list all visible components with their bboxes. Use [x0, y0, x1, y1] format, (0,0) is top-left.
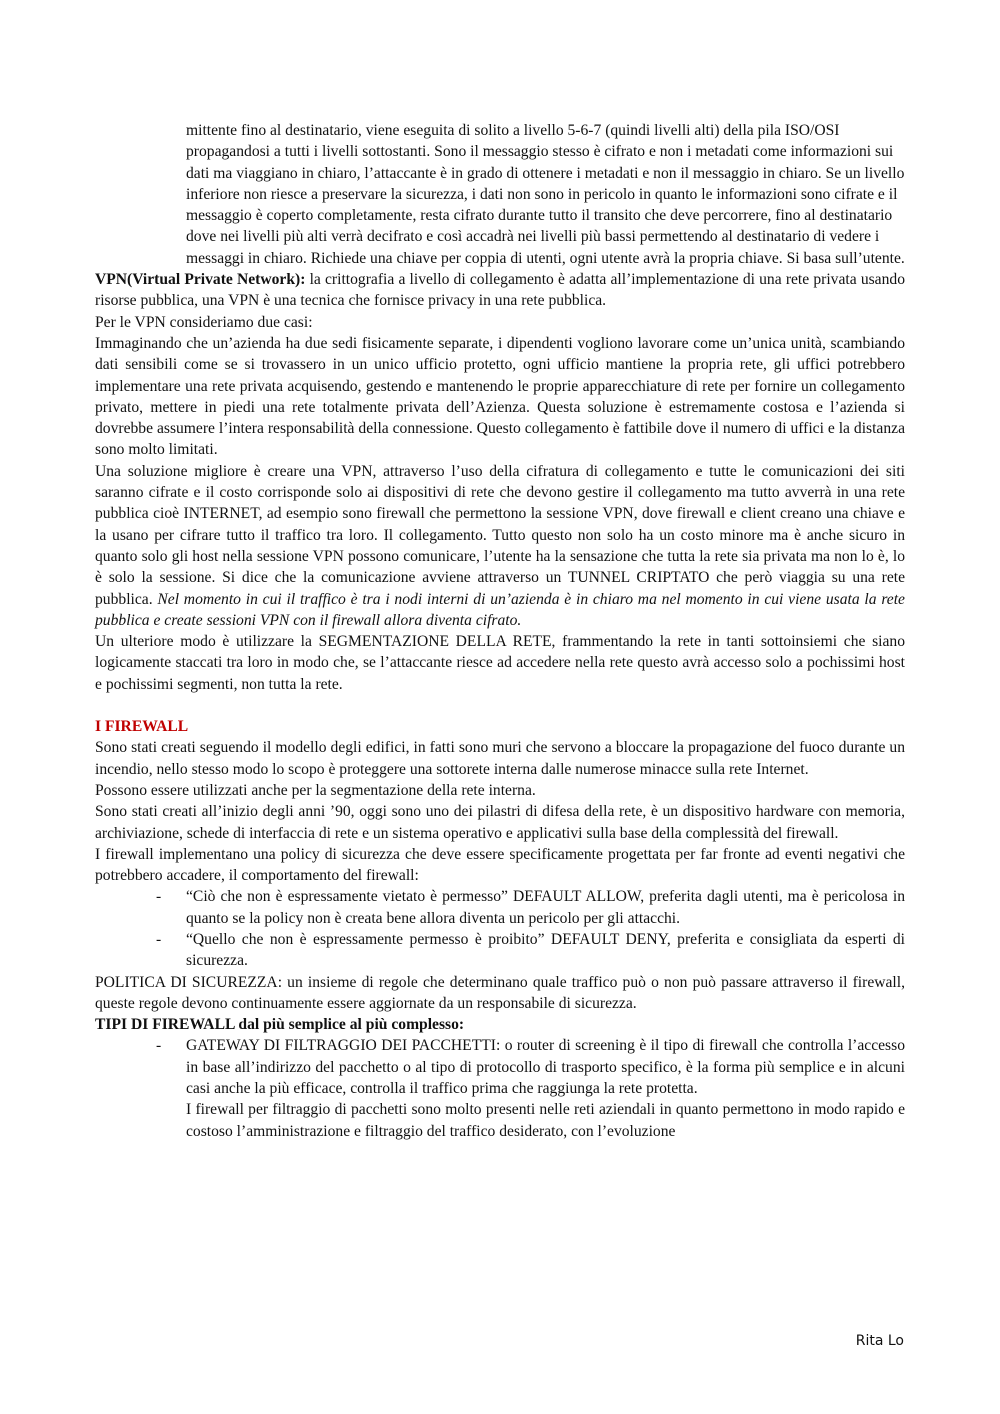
vpn-case-2-text: Una soluzione migliore è creare una VPN, attraverso l’uso della cifratura di collegamento e tutte le comunicazioni dei siti saranno cifrate e il costo corrisponde solo ai dispositivi di rete che devono gestire il collegamento ma tutto avverrà in una rete pubblica cioè INTERNET, ad esempio sono firewall che permettono la sessione VPN, dove firewall e client creano una chiave e la usano per cifrare tutto il traffico tra loro. Il collegamento. Tutto questo non solo ha un costo minore ma è anche sicuro in quanto solo gli host nella sessione VPN possono comunicare, l’utente ha la sensazione che tutta la rete sia privata ma non lo è, lo è solo la sessione. Si dice che la comunicazione avviene attraverso un TUNNEL CRIPTATO che però viaggia su una rete pubblica. — [95, 462, 905, 608]
list-item — [95, 886, 905, 929]
vpn-term: VPN(Virtual Private Network): — [95, 271, 306, 289]
firewall-heading: I FIREWALL — [95, 718, 189, 736]
firewall-types-list — [95, 1035, 905, 1141]
list-item — [95, 1035, 905, 1141]
vpn-definition-text: la crittografia a livello di collegamento è adatta all’implementazione di una rete privata usando risorse pubblica, una VPN è una tecnica che fornisce privacy in una rete pubblica. — [95, 271, 905, 310]
list-item — [95, 929, 905, 972]
firewall-paragraph-1: Sono stati creati seguendo il modello degli edifici, in fatti sono muri che servono a bloccare la propagazione del fuoco durante un incendio, nello stesso modo lo scopo è proteggere una sottorete interna dalle numerose minacce sulla rete Internet. — [95, 739, 905, 778]
list-item-text: “Quello che non è espressamente permesso è proibito” DEFAULT DENY, preferita e consigliata da esperti di sicurezza. — [186, 930, 905, 970]
vpn-case-2 — [95, 461, 905, 631]
firewall-types-heading — [95, 1014, 905, 1035]
firewall-paragraph-4: I firewall implementano una policy di sicurezza che deve essere specificamente progettata per far fronte ad eventi negativi che potrebbero accadere, il comportamento del firewall: — [95, 845, 905, 885]
dash-bullet: - — [156, 930, 162, 948]
intro-continuation: mittente fino al destinatario, viene eseguita di solito a livello 5-6-7 (quindi livelli alti) della pila ISO/OSI propagandosi a tutti i livelli sottostanti. Sono il messaggio stesso è cifrato e non i metadati come informazioni sui dati ma viaggiano in chiaro, l’attaccante è in grado di ottenere i metadati e non il messaggio in chiaro. Se un livello inferiore non riesce a preservare la sicurezza, i dati non sono in pericolo in quanto le informazioni sono cifrate e il messaggio è coperto completamente, resta cifrato durante tutto il transito che deve percorrere, fino al destinatario dove nei livelli più alti verrà decifrato e così accadrà nei livelli più bassi permettendo al destinatario di vedere i messaggi in chiaro. Richiede una chiave per coppia di utenti, ogni utente avrà la propria chiave. Si basa sull’utente. — [186, 122, 905, 267]
vpn-case-1: Immaginando che un’azienda ha due sedi fisicamente separate, i dipendenti vogliono lavorare come un’unica unità, scambiando dati sensibili come se si trovassero in un unico ufficio protetto, ogni ufficio mantiene la propria rete, gli uffici potrebbero implementare una rete privata acquisendo, gestendo e mantenendo le proprie apparecchiature di rete per fornire un collegamento privato, mettere in piedi una rete totalmente privata dell’Azienza. Questa soluzione è estremamente costosa e l’azienda si dovrebbe assumere l’intera responsabilità della connessione. Questo collegamento è fattibile dove il numero di uffici e la distanza sono molto limitati. — [95, 334, 905, 459]
firewall-paragraph-3: Sono stati creati all’inizio degli anni ’90, oggi sono uno dei pilastri di difesa della rete, è un dispositivo hardware con memoria, archiviazione, schede di interfaccia di rete e un sistema operativo e applicativi sulla base della complessità del firewall. — [95, 803, 905, 842]
vpn-case-2-italic: Nel momento in cui il traffico è tra i nodi interni di un’azienda è in chiaro ma nel momento in cui viene usata la rete pubblica e create sessioni VPN con il firewall allora diventa cifrato. — [95, 590, 905, 629]
dash-bullet: - — [156, 1037, 162, 1055]
vpn-definition — [95, 269, 905, 312]
security-policy: POLITICA DI SICUREZZA: un insieme di regole che determinano quale traffico può o non può passare attraverso il firewall, queste regole devono continuamente essere aggiornate da un responsabile di sicurezza. — [95, 973, 905, 1012]
document-body — [95, 120, 905, 1142]
spacer — [95, 695, 905, 716]
firewall-types-heading-text: TIPI DI FIREWALL dal più semplice al più complesso: — [95, 1016, 465, 1034]
firewall-behavior-list — [95, 886, 905, 971]
network-segmentation: Un ulteriore modo è utilizzare la SEGMENTAZIONE DELLA RETE, frammentando la rete in tanti sottoinsiemi che siano logicamente staccati tra loro in modo che, se l’attaccante riesce ad accedere nella rete questo avrà accesso solo a pochissimi host e pochissimi segmenti, non tutta la rete. — [95, 633, 905, 693]
firewall-paragraph-2: Possono essere utilizzati anche per la segmentazione della rete interna. — [95, 781, 536, 799]
list-item-text: “Ciò che non è espressamente vietato è permesso” DEFAULT ALLOW, preferita dagli utenti, ma è pericolosa in quanto se la policy non è creata bene allora diventa un pericolo per gli attacchi. — [186, 888, 905, 927]
packet-filter-gateway-detail: I firewall per filtraggio di pacchetti sono molto presenti nelle reti aziendali in quanto permettono in modo rapido e costoso l’amministrazione e filtraggio del traffico desiderato, con l’evoluzione — [186, 1101, 905, 1140]
packet-filter-gateway: GATEWAY DI FILTRAGGIO DEI PACCHETTI: o router di screening è il tipo di firewall che controlla l’accesso in base all’indirizzo del pacchetto o al tipo di protocollo di trasporto specifico, è la forma più semplice e in alcuni casi anche la più efficace, controlla il traffico prima che raggiunga la rete protetta. — [186, 1037, 905, 1098]
vpn-cases-intro: Per le VPN consideriamo due casi: — [95, 313, 313, 331]
footer-author: Rita Lo — [855, 1333, 904, 1349]
dash-bullet: - — [156, 888, 162, 906]
